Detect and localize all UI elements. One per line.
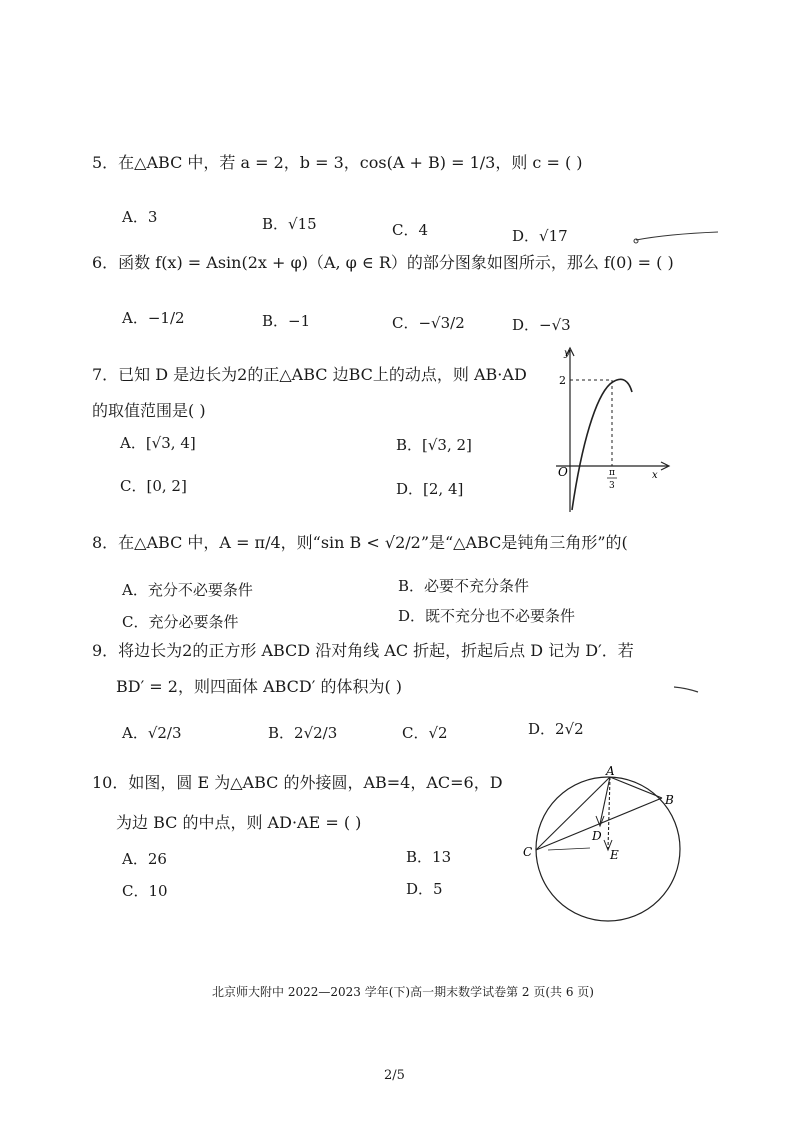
question-5-option-c: C．4 <box>392 221 429 239</box>
question-10-option-a: A．26 <box>122 850 167 868</box>
question-6-option-b: B．−1 <box>262 312 311 330</box>
point-a-label: A <box>606 764 615 778</box>
question-9-stem-line2: BD′ = 2，则四面体 ABCD′ 的体积为( ) <box>116 677 403 696</box>
graph-origin-label: O <box>558 465 568 479</box>
question-6-option-d: D．−√3 <box>512 316 571 334</box>
question-7-option-a: A．[√3, 4] <box>120 434 196 452</box>
sine-graph <box>548 342 678 522</box>
question-6-option-c: C．−√3/2 <box>392 314 465 332</box>
question-7-option-b: B．[√3, 2] <box>396 436 472 454</box>
question-7-stem-line2: 的取值范围是( ) <box>92 401 206 420</box>
question-10-stem-line1: 10．如图，圆 E 为△ABC 的外接圆，AB=4，AC=6，D <box>92 773 503 792</box>
question-8-option-c: C．充分必要条件 <box>122 613 239 631</box>
question-7-stem-line1: 7．已知 D 是边长为2的正△ABC 边BC上的动点，则 AB·AD <box>92 365 527 384</box>
question-9-option-b: B．2√2/3 <box>268 724 338 742</box>
point-b-label: B <box>665 793 674 807</box>
question-9-option-d: D．2√2 <box>528 720 584 738</box>
graph-x-tick-den: 3 <box>609 481 615 491</box>
question-8-option-d: D．既不充分也不必要条件 <box>398 607 576 625</box>
question-9-option-a: A．√2/3 <box>122 724 182 742</box>
question-5-option-a: A．3 <box>122 208 158 226</box>
question-5-option-b: B．√15 <box>262 215 317 233</box>
question-9-option-c: C．√2 <box>402 724 448 742</box>
question-8-stem: 8．在△ABC 中，A = π/4，则“sin B < √2/2”是“△ABC是钝角三角形”的( <box>92 533 628 552</box>
question-10-stem-line2: 为边 BC 的中点，则 AD·AE = ( ) <box>116 813 362 832</box>
graph-x-label: x <box>652 470 658 481</box>
stray-mark <box>628 228 738 248</box>
question-6-option-a: A．−1/2 <box>122 309 185 327</box>
question-7-option-d: D．[2, 4] <box>396 480 464 498</box>
point-c-label: C <box>523 845 533 859</box>
question-10-option-d: D．5 <box>406 880 443 898</box>
graph-y-label: y <box>564 348 570 359</box>
circumcircle-figure <box>520 764 710 934</box>
point-e-label: E <box>610 848 619 862</box>
question-10-option-b: B．13 <box>406 848 452 866</box>
question-7-option-c: C．[0, 2] <box>120 477 187 495</box>
point-d-label: D <box>592 829 602 843</box>
question-5-option-d: D．√17 <box>512 227 568 245</box>
question-9-stem-line1: 9．将边长为2的正方形 ABCD 沿对角线 AC 折起，折起后点 D 记为 D′．若 <box>92 641 634 660</box>
question-8-option-b: B．必要不充分条件 <box>398 577 530 595</box>
graph-x-tick-num: π <box>609 468 615 478</box>
question-6-stem: 6．函数 f(x) = Asin(2x + φ)（A, φ ∈ R）的部分图象如图所示，那么 f(0) = ( ) <box>92 253 674 272</box>
page-footer: 北京师大附中 2022—2023 学年(下)高一期末数学试卷第 2 页(共 6 页) <box>212 985 594 999</box>
stray-dash <box>672 684 702 694</box>
question-5-stem: 5．在△ABC 中，若 a = 2，b = 3，cos(A + B) = 1/3，则 c = ( ) <box>92 153 583 172</box>
question-8-option-a: A．充分不必要条件 <box>122 581 253 599</box>
graph-y-tick: 2 <box>559 374 566 387</box>
page-number: 2/5 <box>384 1068 405 1083</box>
question-10-option-c: C．10 <box>122 882 168 900</box>
